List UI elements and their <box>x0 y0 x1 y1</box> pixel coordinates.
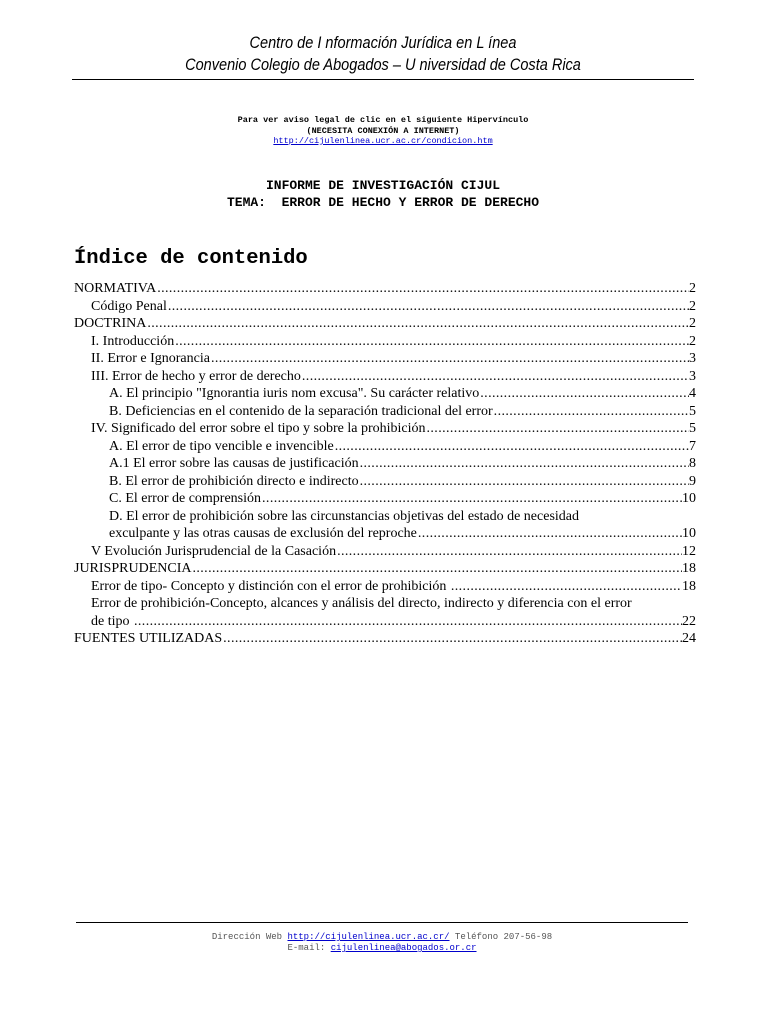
document-header <box>109 32 656 76</box>
footer-divider <box>76 922 688 923</box>
footer-email-link[interactable]: cijulenlinea@abogados.or.cr <box>330 943 477 953</box>
toc-entry-significado-error[interactable]: IV. Significado del error sobre el tipo y sobre la prohibición ..... 5 <box>74 420 696 438</box>
legal-notice-link[interactable]: http://cijulenlinea.ucr.ac.cr/condicion.htm <box>273 136 493 146</box>
report-title: INFORME DE INVESTIGACIÓN CIJUL <box>265 178 501 193</box>
toc-entry-doctrina[interactable]: DOCTRINA ..... 2 <box>74 315 696 333</box>
footer-phone: Teléfono 207-56-98 <box>449 932 553 942</box>
header-line-agreement: Convenio Colegio de Abogados – U niversidad de Costa Rica <box>185 56 581 74</box>
table-of-contents <box>74 280 696 648</box>
legal-notice-connection: (NECESITA CONEXIÓN A INTERNET) <box>306 125 460 136</box>
toc-entry-estado-necesidad[interactable]: exculpante y las otras causas de exclusión del reproche ..... 10 <box>74 525 696 543</box>
footer-web-link[interactable]: http://cijulenlinea.ucr.ac.cr/ <box>287 932 450 942</box>
toc-entry-deficiencias[interactable]: B. Deficiencias en el contenido de la separación tradicional del error ..... 5 <box>74 403 696 421</box>
toc-entry-principio-ignorantia[interactable]: A. El principio "Ignorantia iuris nom excusa". Su carácter relativo ..... 4 <box>74 385 696 403</box>
report-title-block <box>72 177 694 211</box>
legal-notice-text: Para ver aviso legal de clic en el siguiente Hipervínculo <box>237 115 529 125</box>
toc-entry-error-hecho-derecho[interactable]: III. Error de hecho y error de derecho ..... 3 <box>74 368 696 386</box>
toc-entry-error-tipo-concepto[interactable]: Error de tipo- Concepto y distinción con el error de prohibición ..... 18 <box>74 578 696 596</box>
toc-heading: Índice de contenido <box>74 247 308 270</box>
footer-web-label: Dirección Web <box>211 932 288 942</box>
report-topic: TEMA: ERROR DE HECHO Y ERROR DE DERECHO <box>226 195 540 210</box>
page-footer <box>76 932 688 954</box>
toc-entry-error-tipo-vencible[interactable]: A. El error de tipo vencible e invencible ..... 7 <box>74 438 696 456</box>
toc-entry-estado-necesidad-line1[interactable]: D. El error de prohibición sobre las circunstancias objetivas del estado de necesidad <box>109 508 580 524</box>
toc-entry-error-prohibicion-concepto[interactable]: de tipo ..... 22 <box>74 613 696 631</box>
toc-entry-evolucion-casacion[interactable]: V Evolución Jurisprudencial de la Casación ..... 12 <box>74 543 696 561</box>
footer-email-label: E-mail: <box>287 943 331 953</box>
toc-entry-error-prohibicion-directo[interactable]: B. El error de prohibición directo e indirecto ..... 9 <box>74 473 696 491</box>
toc-entry-error-ignorancia[interactable]: II. Error e Ignorancia ..... 3 <box>74 350 696 368</box>
toc-entry-error-prohibicion-concepto-line1[interactable]: Error de prohibición-Concepto, alcances y análisis del directo, indirecto y diferencia con el error <box>91 596 632 611</box>
toc-entry-error-comprension[interactable]: C. El error de comprensión ..... 10 <box>74 490 696 508</box>
header-line-institution: Centro de I nformación Jurídica en L ínea <box>249 34 517 52</box>
legal-notice <box>72 115 694 147</box>
toc-entry-introduccion[interactable]: I. Introducción ..... 2 <box>74 333 696 351</box>
toc-entry-jurisprudencia[interactable]: JURISPRUDENCIA ..... 18 <box>74 560 696 578</box>
toc-entry-normativa[interactable]: NORMATIVA ..... 2 <box>74 280 696 298</box>
toc-entry-fuentes-utilizadas[interactable]: FUENTES UTILIZADAS ..... 24 <box>74 630 696 648</box>
header-divider <box>72 79 694 80</box>
toc-entry-causas-justificacion[interactable]: A.1 El error sobre las causas de justificación ..... 8 <box>74 455 696 473</box>
toc-entry-codigo-penal[interactable]: Código Penal ..... 2 <box>74 298 696 316</box>
